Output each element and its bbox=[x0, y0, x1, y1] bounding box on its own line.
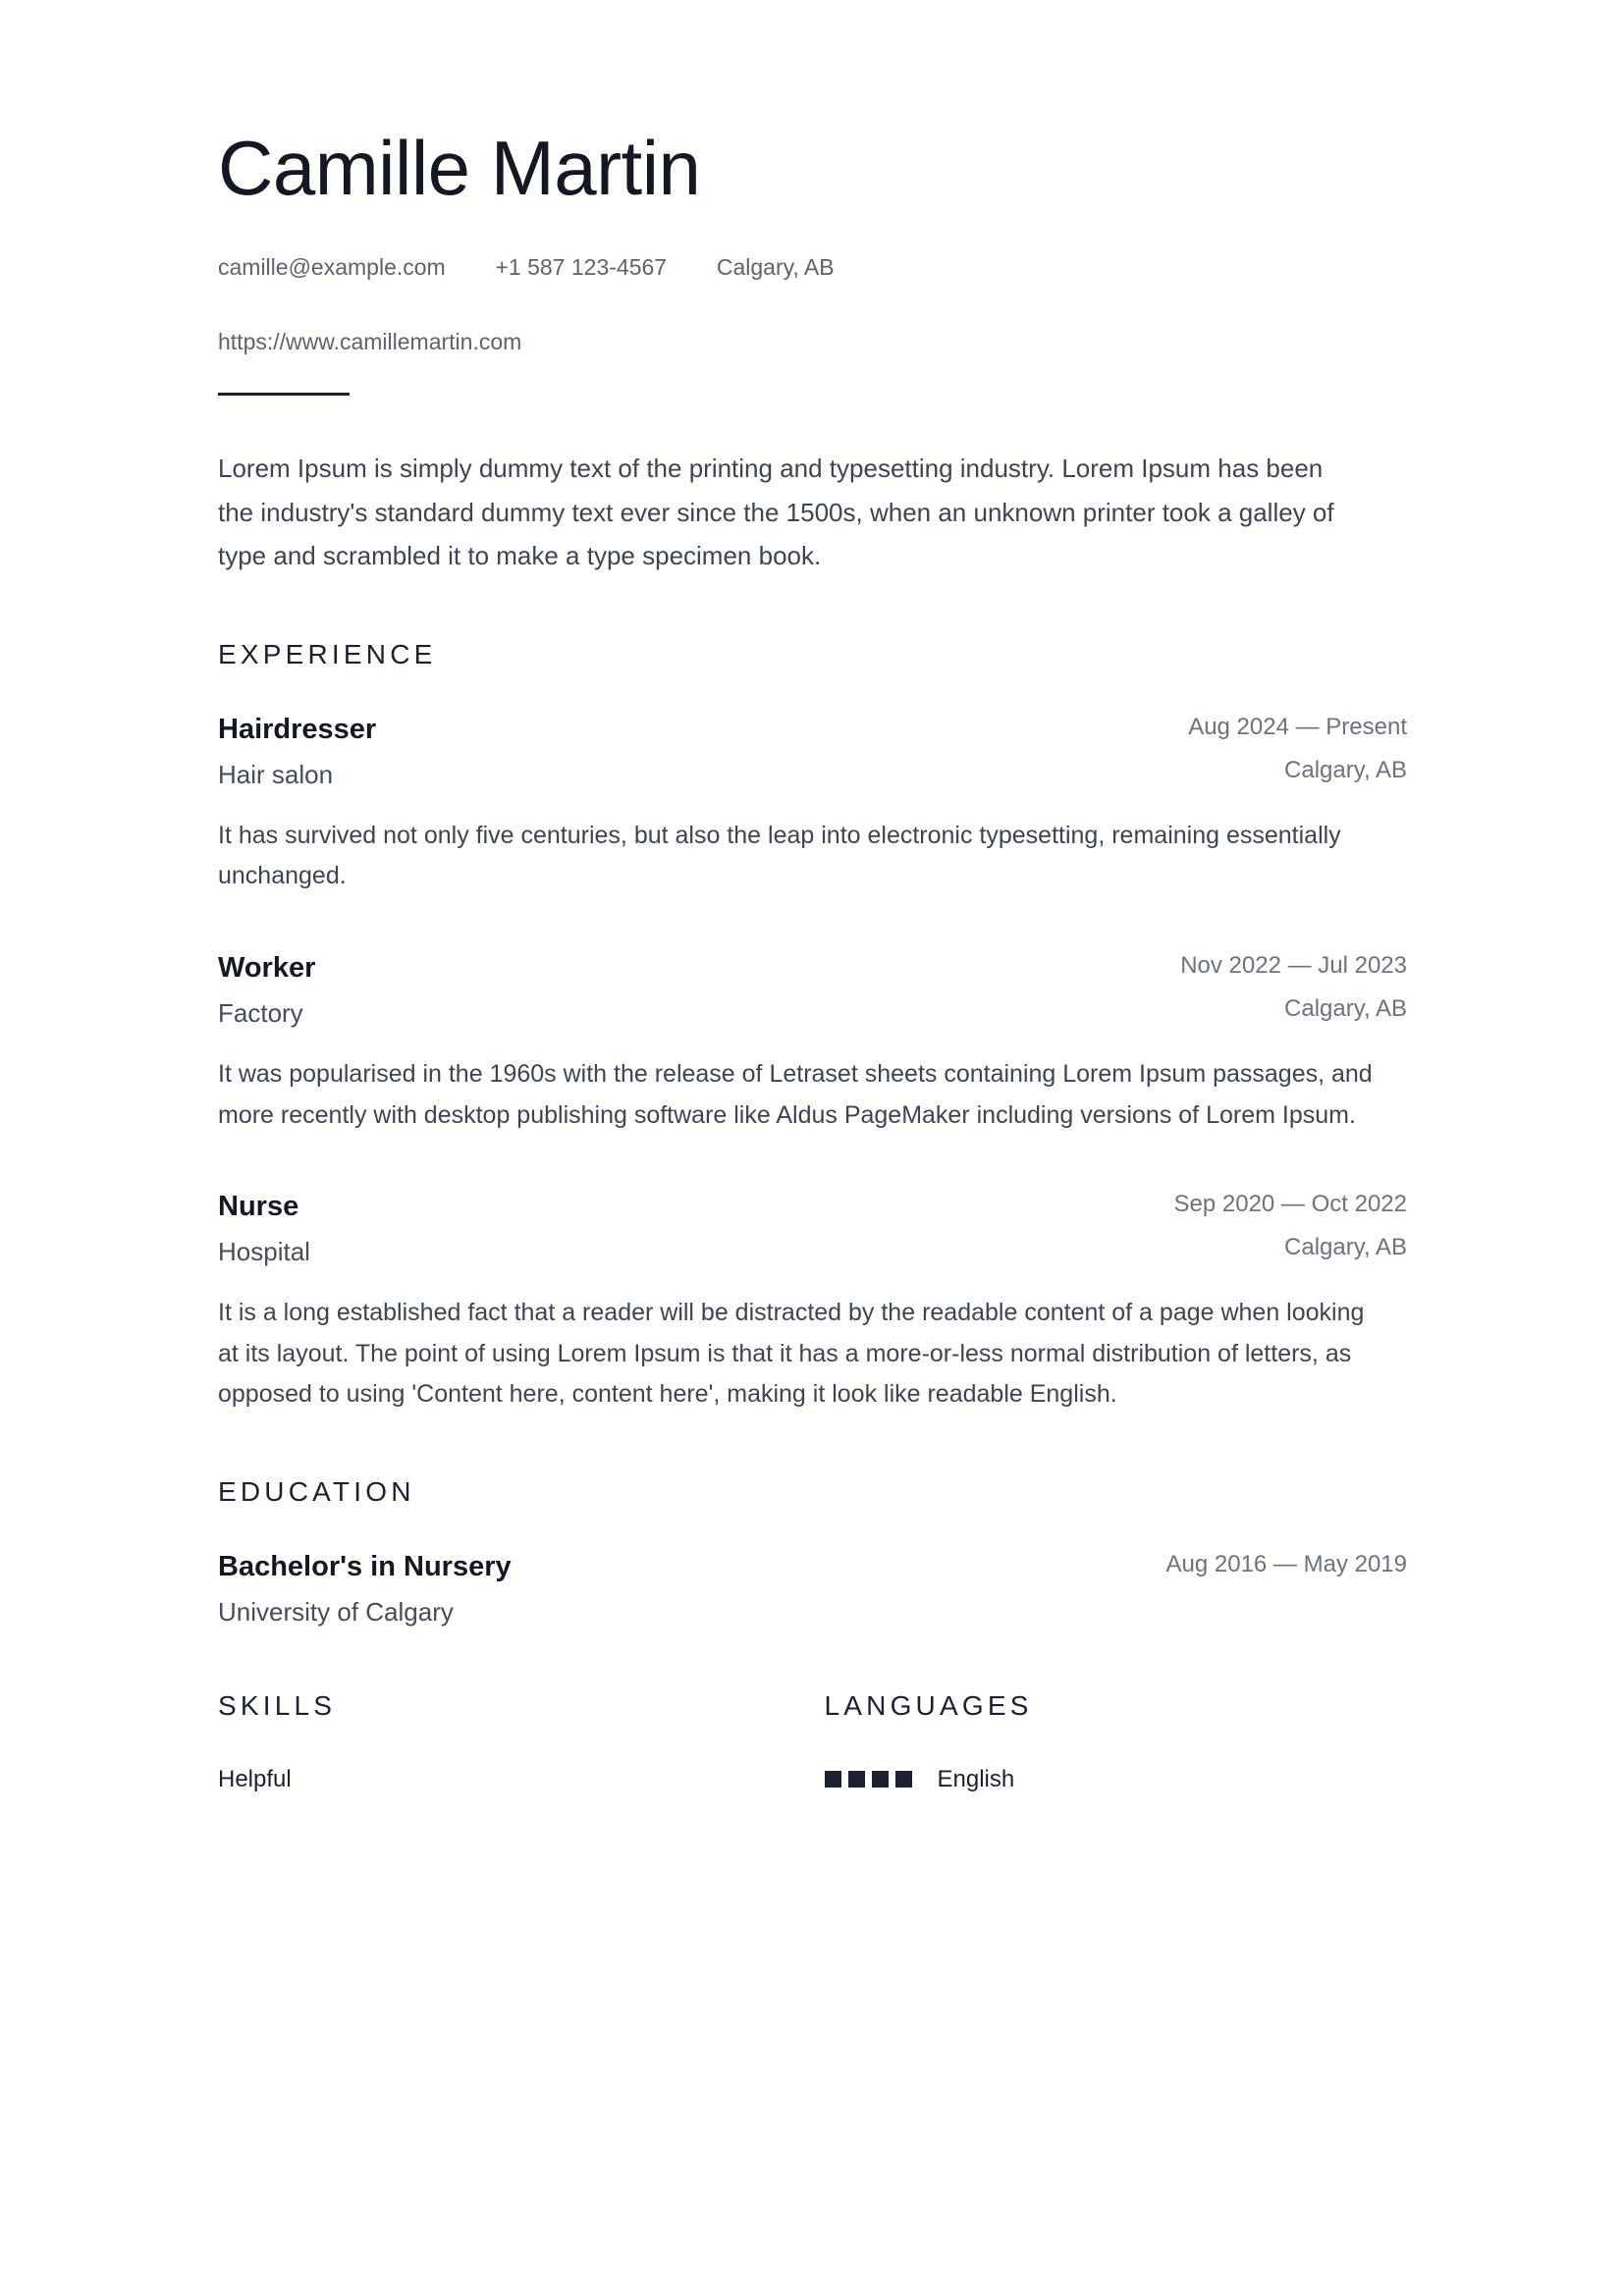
experience-entry bbox=[218, 1189, 1407, 1415]
experience-organization: Hospital bbox=[218, 1237, 310, 1267]
language-item bbox=[825, 1763, 1408, 1796]
experience-role: Worker bbox=[218, 951, 316, 984]
entry-header bbox=[218, 1549, 1407, 1629]
experience-location: Calgary, AB bbox=[1284, 1234, 1407, 1261]
experience-description: It was popularised in the 1960s with the release of Letraset sheets containing Lorem Ipsum passages, and more recently with desktop publishing software like Aldus PageMaker including versions of Lorem Ipsum. bbox=[218, 1060, 1373, 1129]
section-languages bbox=[813, 1690, 1408, 1818]
experience-dates: Nov 2022 — Jul 2023 bbox=[1180, 951, 1407, 979]
page-title: Camille Martin bbox=[218, 125, 701, 211]
experience-entry bbox=[218, 712, 1407, 897]
language-label: English bbox=[937, 1765, 1015, 1792]
entry-left bbox=[218, 1189, 1139, 1269]
skills-languages-columns bbox=[218, 1690, 1407, 1818]
education-institution: University of Calgary bbox=[218, 1596, 454, 1627]
entry-header bbox=[218, 950, 1407, 1031]
contact-website[interactable]: https://www.camillemartin.com bbox=[218, 328, 522, 354]
contact-row bbox=[218, 253, 1407, 283]
education-entry bbox=[218, 1549, 1407, 1629]
section-experience bbox=[218, 639, 1407, 1415]
rating-square-filled bbox=[895, 1771, 912, 1788]
language-rating bbox=[825, 1771, 938, 1788]
experience-organization: Factory bbox=[218, 998, 303, 1029]
rating-square-filled bbox=[848, 1771, 865, 1788]
entry-right bbox=[1139, 1189, 1408, 1264]
section-title-languages: LANGUAGES bbox=[824, 1689, 1033, 1721]
contact-phone[interactable]: +1 587 123-4567 bbox=[495, 254, 668, 280]
experience-description: It is a long established fact that a reader will be distracted by the readable content of a page when looking at its layout. The point of using Lorem Ipsum is that it has a more-or-less normal distribution of letters, as opposed to using 'Content here, content here', making it look like readable English. bbox=[218, 1299, 1365, 1409]
experience-dates: Aug 2024 — Present bbox=[1188, 713, 1407, 740]
experience-location: Calgary, AB bbox=[1284, 995, 1407, 1023]
resume-sheet bbox=[218, 0, 1407, 1817]
entry-left bbox=[218, 712, 1153, 792]
experience-dates: Sep 2020 — Oct 2022 bbox=[1173, 1191, 1407, 1218]
contact-website-row bbox=[218, 328, 1407, 357]
education-degree: Bachelor's in Nursery bbox=[218, 1550, 512, 1582]
experience-role: Hairdresser bbox=[218, 713, 377, 745]
skill-item bbox=[218, 1763, 813, 1796]
experience-role: Nurse bbox=[218, 1191, 299, 1223]
section-education bbox=[218, 1476, 1407, 1629]
experience-entry bbox=[218, 950, 1407, 1136]
education-dates: Aug 2016 — May 2019 bbox=[1165, 1550, 1407, 1577]
section-title-education: EDUCATION bbox=[218, 1475, 415, 1507]
contact-location: Calgary, AB bbox=[716, 254, 835, 280]
entry-header bbox=[218, 1189, 1407, 1269]
skill-label: Helpful bbox=[218, 1765, 292, 1792]
experience-organization: Hair salon bbox=[218, 760, 334, 790]
contact-email[interactable]: camille@example.com bbox=[218, 254, 446, 280]
summary-text: Lorem Ipsum is simply dummy text of the printing and typesetting industry. Lorem Ipsum has been the industry's standard dummy text ever since the 1500s, when an unknown printer took a galley of type and scrambled it to make a type specimen book. bbox=[218, 453, 1334, 571]
entry-header bbox=[218, 712, 1407, 792]
experience-description: It has survived not only five centuries, but also the leap into electronic typesetting, remaining essentially unchanged. bbox=[218, 821, 1341, 890]
header-divider bbox=[218, 393, 350, 396]
rating-square-filled bbox=[872, 1771, 889, 1788]
section-title-experience: EXPERIENCE bbox=[218, 638, 437, 669]
entry-right bbox=[1153, 712, 1407, 787]
rating-square-filled bbox=[825, 1771, 841, 1788]
section-skills bbox=[218, 1690, 813, 1818]
entry-right bbox=[1131, 1549, 1408, 1580]
experience-location: Calgary, AB bbox=[1284, 757, 1407, 784]
section-title-skills: SKILLS bbox=[218, 1689, 337, 1721]
entry-left bbox=[218, 950, 1145, 1031]
entry-right bbox=[1145, 950, 1407, 1026]
entry-left bbox=[218, 1549, 1131, 1629]
